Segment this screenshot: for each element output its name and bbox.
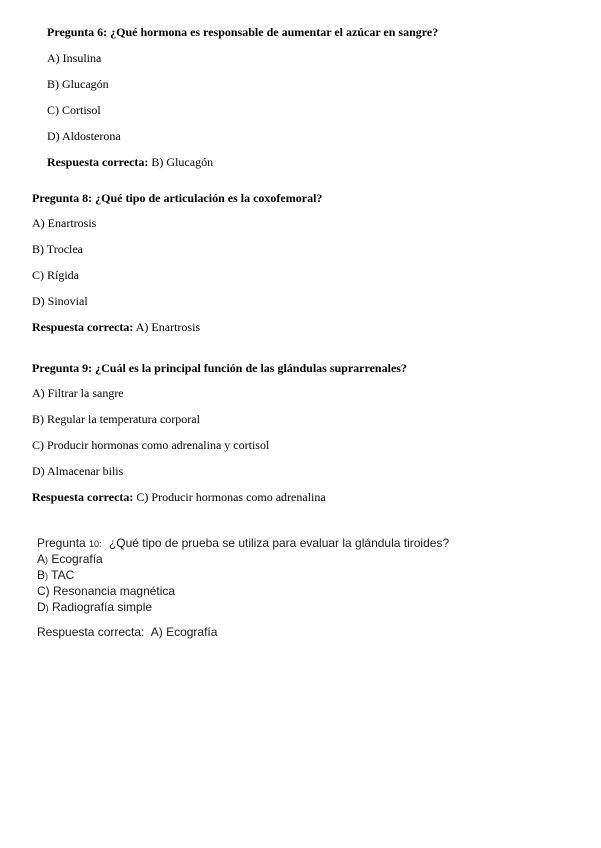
question-9-option-d: D) Almacenar bilis xyxy=(32,464,124,478)
answer-value: A) Ecografía xyxy=(150,625,218,639)
option-paren: ) xyxy=(45,571,49,581)
answer-label: Respuesta correcta: xyxy=(32,320,134,334)
answer-value: B) Glucagón xyxy=(151,155,214,169)
option-text: TAC xyxy=(51,568,75,582)
question-6-option-c: C) Cortisol xyxy=(47,103,101,117)
question-10-answer xyxy=(37,625,217,639)
question-8-option-b: B) Troclea xyxy=(32,242,83,256)
question-10-option-d xyxy=(37,600,152,615)
option-text: Resonancia magnética xyxy=(53,584,176,598)
question-10-option-b xyxy=(37,568,74,583)
question-8-option-d: D) Sinovial xyxy=(32,294,88,308)
question-10-text: ¿Qué tipo de prueba se utiliza para evaluar la glándula tiroides? xyxy=(108,536,450,550)
question-9-answer xyxy=(32,490,326,504)
option-paren: ) xyxy=(45,603,49,613)
option-letter: A xyxy=(37,552,46,566)
option-letter: C xyxy=(37,584,46,598)
answer-label: Respuesta correcta: xyxy=(47,155,149,169)
question-10-prefix: Pregunta xyxy=(37,536,86,550)
question-10-number: 10: xyxy=(89,539,102,549)
question-10-option-a xyxy=(37,552,103,567)
option-letter: B xyxy=(37,568,46,582)
question-9-title: Pregunta 9: ¿Cuál es la principal función de las glándulas suprarrenales? xyxy=(32,361,407,375)
answer-value: A) Enartrosis xyxy=(135,320,201,334)
question-6-option-a: A) Insulina xyxy=(47,51,102,65)
option-text: Ecografía xyxy=(51,552,103,566)
question-9-option-b: B) Regular la temperatura corporal xyxy=(32,412,200,426)
question-8-option-c: C) Rígida xyxy=(32,268,79,282)
question-10-option-c xyxy=(37,584,175,598)
answer-label: Respuesta correcta: xyxy=(37,625,145,639)
option-letter: D xyxy=(37,600,46,614)
question-9-option-c: C) Producir hormonas como adrenalina y cortisol xyxy=(32,438,270,452)
question-6-option-d: D) Aldosterona xyxy=(47,129,121,143)
option-text: Radiografía simple xyxy=(52,600,153,614)
question-8-option-a: A) Enartrosis xyxy=(32,216,97,230)
option-paren: ) xyxy=(45,555,49,565)
question-8-title: Pregunta 8: ¿Qué tipo de articulación es la coxofemoral? xyxy=(32,191,323,205)
option-paren: ) xyxy=(45,584,50,598)
question-6-answer xyxy=(47,155,213,169)
question-6-option-b: B) Glucagón xyxy=(47,77,109,91)
answer-value: C) Producir hormonas como adrenalina xyxy=(136,490,326,504)
question-6-title: Pregunta 6: ¿Qué hormona es responsable de aumentar el azúcar en sangre? xyxy=(47,25,439,39)
answer-label: Respuesta correcta: xyxy=(32,490,134,504)
question-9-option-a: A) Filtrar la sangre xyxy=(32,386,124,400)
question-8-answer xyxy=(32,320,200,334)
question-10-title xyxy=(37,536,449,551)
